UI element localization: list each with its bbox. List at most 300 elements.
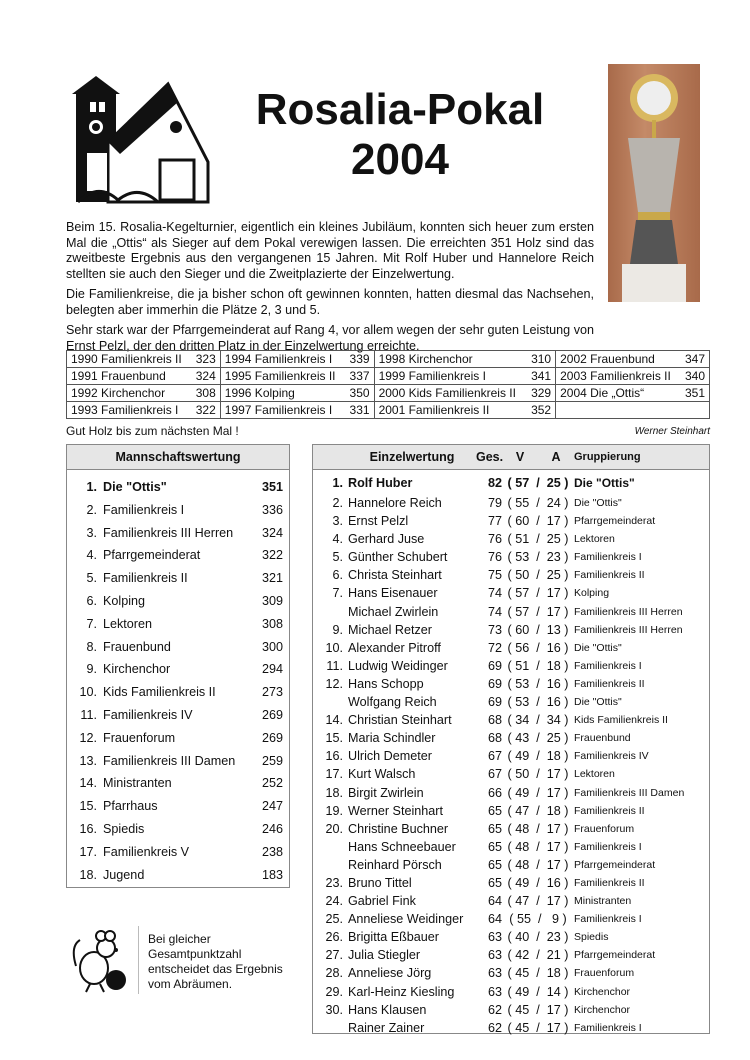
rank xyxy=(313,856,348,874)
split-score: ( 34 / 34 ) xyxy=(507,713,569,728)
individual-row xyxy=(313,964,709,982)
rank: 3. xyxy=(332,514,343,529)
team-name: Familienkreis III Damen xyxy=(103,753,236,768)
history-team: 1999 Familienkreis I xyxy=(374,368,526,385)
player-name: Brigitta Eßbauer xyxy=(348,930,439,945)
individual-row xyxy=(313,910,709,928)
split-score: ( 53 / 23 ) xyxy=(507,550,569,565)
history-team: 2000 Kids Familienkreis II xyxy=(374,385,526,402)
group: Familienkreis II xyxy=(574,876,645,889)
individual-row xyxy=(313,675,709,693)
history-team: 1990 Familienkreis II xyxy=(67,351,191,368)
player-name: Hans Schneebauer xyxy=(348,839,456,854)
team-name: Die "Ottis" xyxy=(103,480,167,494)
rank: 15. xyxy=(325,731,343,746)
intro-paragraph: Beim 15. Rosalia-Kegelturnier, eigentlich ein kleines Jubiläum, konnten sich heuer zum ersten Mal die „Ottis“ als Sieger auf dem Pokal verewigen lassen. Die erreichten 351 Holz sind das zweitbeste Ergebnis aus den vergangenen 15 Jahren. Mit Rolf Huber und Hannelore Reich stellten sie auch den Sieger und die Zweitplazierte der Einzelwertung. xyxy=(66,220,594,281)
signature: Werner Steinhart xyxy=(634,426,710,437)
individual-row xyxy=(313,603,709,621)
group: Pfarrgemeinderat xyxy=(574,858,656,871)
total: 62 xyxy=(487,1002,502,1017)
history-score: 331 xyxy=(344,402,374,419)
team-row xyxy=(67,544,289,567)
total: 64 xyxy=(487,912,502,927)
individual-row xyxy=(313,1019,709,1037)
rank: 5. xyxy=(332,550,343,565)
rank: 2. xyxy=(332,496,343,510)
player-name: Hans Eisenauer xyxy=(348,586,438,601)
team-row xyxy=(67,476,289,499)
total: 76 xyxy=(487,532,502,547)
rank: 29. xyxy=(325,984,343,999)
rank: 19. xyxy=(325,803,343,818)
group: Die "Ottis" xyxy=(574,476,635,490)
total: 68 xyxy=(487,713,502,728)
total: 63 xyxy=(487,984,502,999)
split-score: ( 50 / 25 ) xyxy=(507,568,569,583)
rank: 24. xyxy=(325,894,343,909)
player-name: Michael Zwirlein xyxy=(348,604,439,619)
player-name: Ludwig Weidinger xyxy=(348,658,448,673)
team-row xyxy=(67,499,289,522)
rank: 2. xyxy=(86,502,97,517)
team-row xyxy=(67,681,289,704)
player-name: Hannelore Reich xyxy=(348,496,442,510)
points: 246 xyxy=(261,821,283,836)
individual-row xyxy=(313,693,709,711)
rank: 14. xyxy=(79,776,97,791)
individual-row xyxy=(313,874,709,892)
group: Familienkreis III Damen xyxy=(574,786,685,799)
total: 77 xyxy=(487,514,502,529)
team-row xyxy=(67,522,289,545)
team-name: Familienkreis I xyxy=(103,502,185,517)
history-score: 308 xyxy=(191,385,221,402)
team-name: Ministranten xyxy=(103,776,172,791)
team-name: Jugend xyxy=(103,867,145,882)
player-name: Anneliese Jörg xyxy=(348,966,432,981)
individual-row xyxy=(313,928,709,946)
total: 74 xyxy=(487,604,502,619)
split-score: ( 57 / 17 ) xyxy=(507,586,569,601)
rank: 28. xyxy=(325,966,343,981)
col-name: Einzelwertung xyxy=(369,450,455,464)
team-name: Familienkreis IV xyxy=(103,707,193,722)
team-name: Spiedis xyxy=(103,821,145,836)
group: Spiedis xyxy=(574,931,609,944)
player-name: Hans Schopp xyxy=(348,676,424,691)
group: Familienkreis II xyxy=(574,677,645,690)
split-score: ( 53 / 16 ) xyxy=(507,676,569,691)
group: Familienkreis I xyxy=(574,1021,642,1034)
group: Die "Ottis" xyxy=(574,641,622,654)
individual-row xyxy=(313,530,709,548)
rank: 11. xyxy=(326,658,343,673)
rank xyxy=(313,1019,348,1037)
rank: 10. xyxy=(79,685,97,700)
history-score: 341 xyxy=(526,368,556,385)
total: 63 xyxy=(487,966,502,981)
rank: 26. xyxy=(325,930,343,945)
individual-row xyxy=(313,892,709,910)
history-score: 322 xyxy=(191,402,221,419)
rank xyxy=(313,838,348,856)
rank: 17. xyxy=(325,767,343,782)
team-name: Pfarrgemeinderat xyxy=(103,548,201,563)
rank: 7. xyxy=(86,616,97,631)
split-score: ( 49 / 14 ) xyxy=(507,984,569,999)
individual-row xyxy=(313,621,709,639)
history-team: 2002 Frauenbund xyxy=(556,351,680,368)
team-row xyxy=(67,772,289,795)
total: 75 xyxy=(487,568,502,583)
rank: 9. xyxy=(332,622,343,637)
player-name: Ernst Pelzl xyxy=(348,514,409,529)
rank: 27. xyxy=(325,948,343,963)
group: Frauenbund xyxy=(574,732,631,745)
points: 324 xyxy=(261,525,283,540)
split-score: ( 53 / 16 ) xyxy=(507,695,569,710)
group: Die "Ottis" xyxy=(574,497,622,509)
player-name: Gerhard Juse xyxy=(348,532,425,547)
history-team: 1992 Kirchenchor xyxy=(67,385,191,402)
total: 72 xyxy=(487,640,502,655)
player-name: Rolf Huber xyxy=(348,476,413,490)
split-score: ( 60 / 17 ) xyxy=(507,514,569,529)
individual-row xyxy=(313,838,709,856)
history-score: 352 xyxy=(526,402,556,419)
split-score: ( 48 / 17 ) xyxy=(507,857,569,872)
trophy-photo xyxy=(608,64,700,302)
group: Familienkreis I xyxy=(574,551,642,564)
total: 74 xyxy=(487,586,502,601)
team-row xyxy=(67,727,289,750)
group: Frauenforum xyxy=(574,822,635,835)
points: 238 xyxy=(261,844,283,859)
group: Pfarrgemeinderat xyxy=(574,515,656,528)
total: 82 xyxy=(487,476,502,490)
split-score: ( 56 / 16 ) xyxy=(507,640,569,655)
player-name: Michael Retzer xyxy=(348,622,432,637)
player-name: Maria Schindler xyxy=(348,731,436,746)
group: Familienkreis II xyxy=(574,569,645,582)
split-score: ( 47 / 18 ) xyxy=(507,803,569,818)
split-score: ( 49 / 18 ) xyxy=(507,749,569,764)
group: Kids Familienkreis II xyxy=(574,714,668,727)
history-team: 2004 Die „Ottis“ xyxy=(556,385,680,402)
player-name: Wolfgang Reich xyxy=(348,695,437,710)
group: Die "Ottis" xyxy=(574,696,622,709)
total: 66 xyxy=(487,785,502,800)
total: 69 xyxy=(487,676,502,691)
closing-text: Gut Holz bis zum nächsten Mal ! xyxy=(66,424,239,438)
individual-row xyxy=(313,584,709,602)
split-score: ( 40 / 23 ) xyxy=(507,930,569,945)
church-logo-icon xyxy=(68,72,216,212)
history-row xyxy=(67,402,710,419)
points: 252 xyxy=(261,776,283,791)
group: Familienkreis I xyxy=(574,659,642,672)
individual-row xyxy=(313,983,709,1001)
rank: 18. xyxy=(325,785,343,800)
rank: 14. xyxy=(325,713,343,728)
player-name: Anneliese Weidinger xyxy=(348,912,464,927)
rank: 6. xyxy=(86,593,97,608)
split-score: ( 55 / 24 ) xyxy=(507,496,569,510)
individual-row xyxy=(313,856,709,874)
intro-text xyxy=(66,220,594,359)
player-name: Ulrich Demeter xyxy=(348,749,432,764)
player-name: Reinhard Pörsch xyxy=(348,857,442,872)
split-score: ( 49 / 17 ) xyxy=(507,785,569,800)
rank: 1. xyxy=(332,476,343,490)
history-team: 1991 Frauenbund xyxy=(67,368,191,385)
rank: 3. xyxy=(86,525,97,540)
player-name: Julia Stiegler xyxy=(348,948,421,963)
team-row xyxy=(67,590,289,613)
team-row xyxy=(67,636,289,659)
title-line: Rosalia-Pokal xyxy=(255,85,545,134)
group: Familienkreis I xyxy=(574,913,642,926)
player-name: Karl-Heinz Kiesling xyxy=(348,984,455,999)
individual-row xyxy=(313,512,709,530)
rank: 16. xyxy=(79,821,97,836)
points: 308 xyxy=(261,616,283,631)
history-score: 350 xyxy=(344,385,374,402)
points: 247 xyxy=(261,799,283,814)
individual-row xyxy=(313,820,709,838)
rank: 15. xyxy=(79,799,97,814)
player-name: Christian Steinhart xyxy=(348,713,452,728)
team-name: Kirchenchor xyxy=(103,662,171,677)
group: Kirchenchor xyxy=(574,985,631,998)
individual-row xyxy=(313,657,709,675)
rank: 16. xyxy=(325,749,343,764)
history-team: 1998 Kirchenchor xyxy=(374,351,526,368)
total: 65 xyxy=(487,803,502,818)
total: 79 xyxy=(487,496,502,510)
rank: 20. xyxy=(325,821,343,836)
individual-row xyxy=(313,548,709,566)
player-name: Hans Klausen xyxy=(348,1002,427,1017)
group: Kirchenchor xyxy=(574,1003,631,1016)
team-row xyxy=(67,613,289,636)
split-score: ( 45 / 18 ) xyxy=(507,966,569,981)
group: Familienkreis II xyxy=(574,804,645,817)
team-name: Kolping xyxy=(103,593,146,608)
group: Lektoren xyxy=(574,768,615,781)
team-row xyxy=(67,750,289,773)
split-score: ( 51 / 25 ) xyxy=(507,532,569,547)
rank: 11. xyxy=(80,707,97,722)
history-score: 323 xyxy=(191,351,221,368)
team-name: Kids Familienkreis II xyxy=(103,685,216,700)
rank: 12. xyxy=(79,730,97,745)
split-score: ( 45 / 17 ) xyxy=(507,1002,569,1017)
player-name: Bruno Tittel xyxy=(348,875,412,890)
intro-paragraph: Die Familienkreise, die ja bisher schon oft gewinnen konnten, hatten diesmal das Nachsehen, belegten aber immerhin die Plätze 2, 3 und 5. xyxy=(66,287,594,317)
group: Ministranten xyxy=(574,895,632,908)
points: 294 xyxy=(261,662,283,677)
team-name: Frauenbund xyxy=(103,639,171,654)
rank: 5. xyxy=(86,571,97,586)
intro-paragraph: Sehr stark war der Pfarrgemeinderat auf Rang 4, vor allem wegen der sehr guten Leistung von Ernst Pelzl, der den dritten Platz in der Einzelwertung erreichte. xyxy=(66,323,594,353)
team-ranking-panel xyxy=(66,444,290,888)
total: 68 xyxy=(487,731,502,746)
player-name: Birgit Zwirlein xyxy=(348,785,424,800)
split-score: ( 48 / 17 ) xyxy=(507,821,569,836)
page-title xyxy=(230,85,570,185)
points: 309 xyxy=(261,593,283,608)
split-score: ( 42 / 21 ) xyxy=(507,948,569,963)
divider xyxy=(138,926,139,994)
split-score: ( 47 / 17 ) xyxy=(507,894,569,909)
split-score: ( 51 / 18 ) xyxy=(507,658,569,673)
individual-row xyxy=(313,946,709,964)
history-team: 2001 Familienkreis II xyxy=(374,402,526,419)
individual-row xyxy=(313,1001,709,1019)
total: 73 xyxy=(487,622,502,637)
history-team: 1994 Familienkreis I xyxy=(220,351,344,368)
rank xyxy=(313,693,348,711)
split-score: ( 57 / 25 ) xyxy=(507,476,569,490)
team-row xyxy=(67,841,289,864)
tiebreak-note xyxy=(70,926,290,996)
rank xyxy=(313,603,348,621)
individual-row xyxy=(313,765,709,783)
title-year: 2004 xyxy=(351,135,449,184)
rank: 18. xyxy=(79,867,97,882)
rank: 13. xyxy=(79,753,97,768)
split-score: ( 48 / 17 ) xyxy=(507,839,569,854)
team-ranking-header: Mannschaftswertung xyxy=(67,445,289,470)
group: Familienkreis III Herren xyxy=(574,623,683,636)
history-team: 2003 Familienkreis II xyxy=(556,368,680,385)
col-v: V xyxy=(515,450,525,464)
rank: 17. xyxy=(79,844,97,859)
player-name: Gabriel Fink xyxy=(348,894,416,909)
rank: 9. xyxy=(86,662,97,677)
team-name: Familienkreis II xyxy=(103,571,188,586)
group: Pfarrgemeinderat xyxy=(574,949,656,962)
tiebreak-text: Bei gleicher Gesamtpunktzahl entscheidet das Ergebnis vom Abräumen. xyxy=(148,932,283,991)
team-row xyxy=(67,567,289,590)
team-name: Familienkreis III Herren xyxy=(103,525,234,540)
total: 62 xyxy=(487,1020,502,1035)
rank: 12. xyxy=(325,676,343,691)
total: 76 xyxy=(487,550,502,565)
total: 63 xyxy=(487,948,502,963)
total: 65 xyxy=(487,857,502,872)
split-score: ( 55 / 9 ) xyxy=(509,912,567,927)
history-score xyxy=(680,402,710,419)
player-name: Werner Steinhart xyxy=(348,803,443,818)
mouse-bowling-icon xyxy=(70,926,134,994)
individual-row xyxy=(313,784,709,802)
points: 322 xyxy=(261,548,283,563)
total: 65 xyxy=(487,875,502,890)
history-score: 347 xyxy=(680,351,710,368)
individual-row xyxy=(313,747,709,765)
points: 321 xyxy=(261,571,283,586)
points: 269 xyxy=(261,730,283,745)
team-name: Frauenforum xyxy=(103,730,176,745)
individual-row xyxy=(313,729,709,747)
points: 336 xyxy=(261,502,283,517)
total: 69 xyxy=(487,695,502,710)
group: Familienkreis IV xyxy=(574,750,649,763)
history-row xyxy=(67,368,710,385)
group: Kolping xyxy=(574,587,610,600)
split-score: ( 60 / 13 ) xyxy=(507,622,569,637)
rank: 4. xyxy=(332,532,343,547)
group: Lektoren xyxy=(574,533,615,546)
individual-row xyxy=(313,711,709,729)
history-team: 1995 Familienkreis II xyxy=(220,368,344,385)
team-name: Lektoren xyxy=(103,616,153,631)
individual-ranking-header xyxy=(313,445,709,470)
team-row xyxy=(67,704,289,727)
total: 65 xyxy=(487,821,502,836)
rank: 7. xyxy=(332,586,343,601)
team-name: Familienkreis V xyxy=(103,844,190,859)
team-row xyxy=(67,795,289,818)
history-team: 1996 Kolping xyxy=(220,385,344,402)
split-score: ( 45 / 17 ) xyxy=(507,1020,569,1035)
team-row xyxy=(67,658,289,681)
history-team: 1993 Familienkreis I xyxy=(67,402,191,419)
points: 300 xyxy=(261,639,283,654)
split-score: ( 57 / 17 ) xyxy=(507,604,569,619)
history-row xyxy=(67,351,710,368)
total: 63 xyxy=(487,930,502,945)
team-row xyxy=(67,864,289,887)
split-score: ( 49 / 16 ) xyxy=(507,875,569,890)
player-name: Alexander Pitroff xyxy=(348,640,441,655)
individual-row xyxy=(313,566,709,584)
history-score: 351 xyxy=(680,385,710,402)
points: 183 xyxy=(261,867,283,882)
rank: 8. xyxy=(86,639,97,654)
col-total: Ges. xyxy=(476,450,504,464)
rank: 23. xyxy=(325,875,343,890)
group: Familienkreis III Herren xyxy=(574,605,683,618)
split-score: ( 50 / 17 ) xyxy=(507,767,569,782)
rank: 30. xyxy=(325,1002,343,1017)
player-name: Rainer Zainer xyxy=(348,1020,425,1035)
total: 67 xyxy=(487,749,502,764)
points: 259 xyxy=(261,753,283,768)
individual-row xyxy=(313,472,709,494)
player-name: Günther Schubert xyxy=(348,550,448,565)
points: 269 xyxy=(261,707,283,722)
winner-history-table xyxy=(66,350,710,419)
individual-row xyxy=(313,802,709,820)
rank: 25. xyxy=(325,912,343,927)
total: 65 xyxy=(487,839,502,854)
history-score: 340 xyxy=(680,368,710,385)
group: Frauenforum xyxy=(574,967,635,980)
trophy-icon xyxy=(608,64,700,302)
history-row xyxy=(67,385,710,402)
history-score: 324 xyxy=(191,368,221,385)
history-score: 337 xyxy=(344,368,374,385)
total: 64 xyxy=(487,894,502,909)
team-row xyxy=(67,818,289,841)
total: 67 xyxy=(487,767,502,782)
rank: 4. xyxy=(86,548,97,563)
col-a: A xyxy=(551,450,561,464)
points: 273 xyxy=(261,685,283,700)
